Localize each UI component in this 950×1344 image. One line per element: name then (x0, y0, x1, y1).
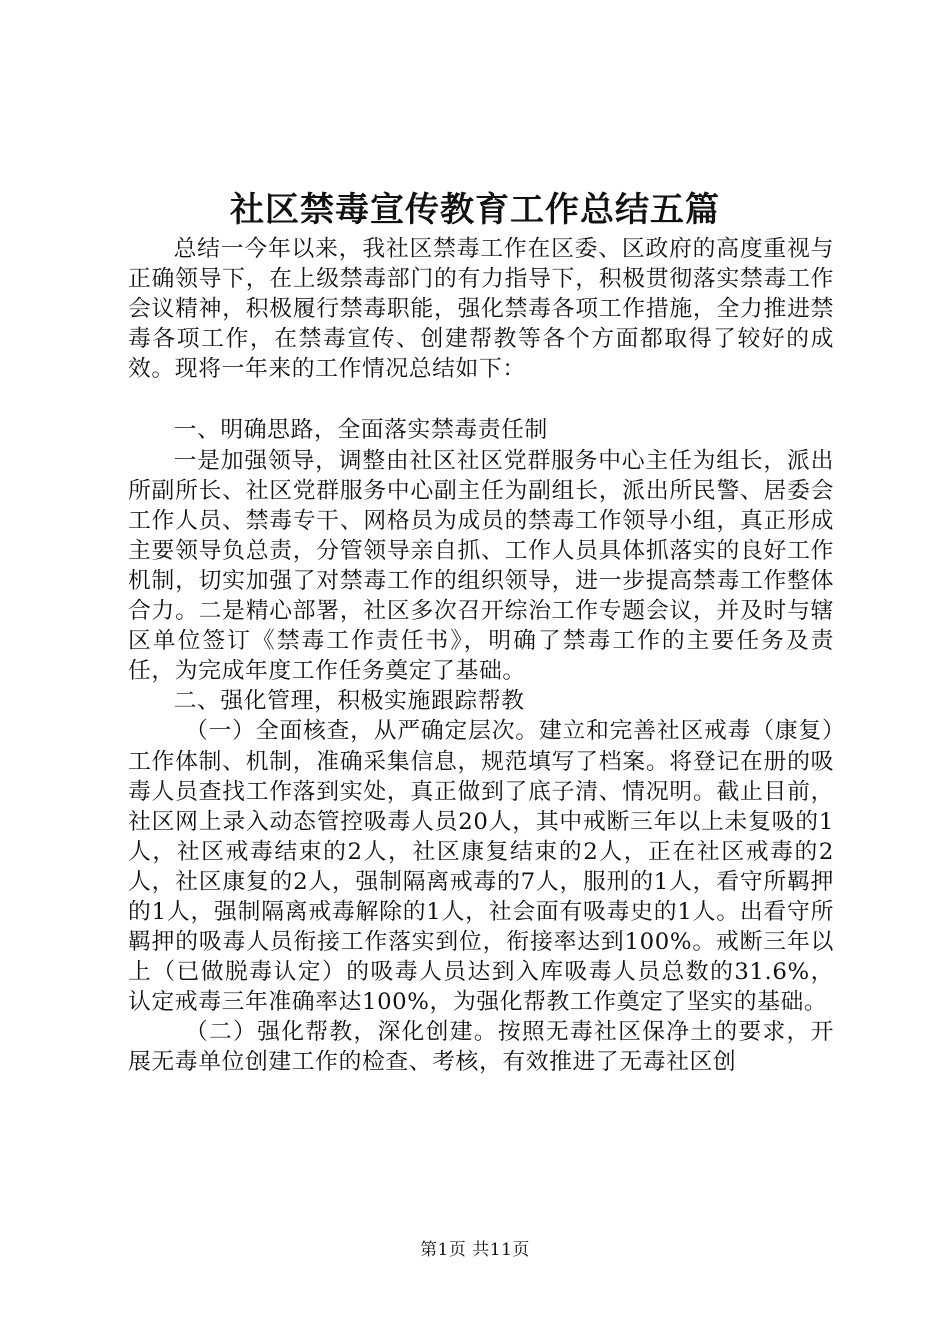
page-footer: 第1页 共11页 (420, 1240, 530, 1260)
section-2-item-1: （一）全面核查，从严确定层次。建立和完善社区戒毒（康复）工作体制、机制，准确采集信息，规范填写了档案。将登记在册的吸毒人员查找工作落到实处，真正做到了底子清、情况明。截止目前，社区网上录入动态管控吸毒人员20人，其中戒断三年以上未复吸的1人，社区戒毒结束的2人，社区康复结束的2人，正在社区戒毒的2人，社区康复的2人，强制隔离戒毒的7人，服刑的1人，看守所羁押的1人，强制隔离戒毒解除的1人，社会面有吸毒史的1人。出看守所羁押的吸毒人员衔接工作落实到位，衔接率达到100%。戒断三年以上（已做脱毒认定）的吸毒人员达到入库吸毒人员总数的31.6%，认定戒毒三年准确率达100%，为强化帮教工作奠定了坚实的基础。 (128, 718, 834, 1016)
section-1-body: 一是加强领导，调整由社区社区党群服务中心主任为组长，派出所副所长、社区党群服务中心副主任为副组长，派出所民警、居委会工作人员、禁毒专干、网格员为成员的禁毒工作领导小组，真正形成主要领导负总责，分管领导亲自抓、工作人员具体抓落实的良好工作机制，切实加强了对禁毒工作的组织领导，进一步提高禁毒工作整体合力。二是精心部署，社区多次召开综治工作专题会议，并及时与辖区单位签订《禁毒工作责任书》，明确了禁毒工作的主要任务及责任，为完成年度工作任务奠定了基础。 (128, 447, 834, 685)
document-title: 社区禁毒宣传教育工作总结五篇 (230, 190, 720, 230)
section-2-item-2: （二）强化帮教，深化创建。按照无毒社区保净土的要求，开展无毒单位创建工作的检查、考核，有效推进了无毒社区创 (128, 1019, 834, 1076)
section-1-heading: 一、明确思路，全面落实禁毒责任制 (173, 417, 548, 444)
section-2-heading: 二、强化管理，积极实施跟踪帮教 (173, 688, 525, 715)
document-body (128, 234, 834, 1078)
intro-paragraph: 总结一今年以来，我社区禁毒工作在区委、区政府的高度重视与正确领导下，在上级禁毒部门的有力指导下，积极贯彻落实禁毒工作会议精神，积极履行禁毒职能，强化禁毒各项工作措施，全力推进禁毒各项工作，在禁毒宣传、创建帮教等各个方面都取得了较好的成效。现将一年来的工作情况总结如下： (128, 236, 834, 383)
